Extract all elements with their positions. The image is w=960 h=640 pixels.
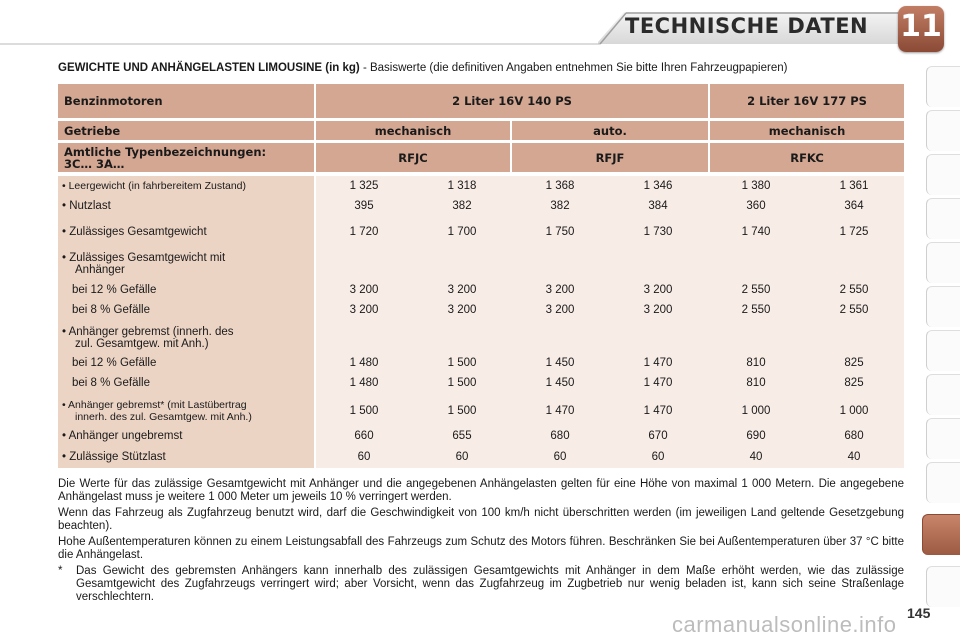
- row-label: bei 8 % Gefälle: [72, 377, 150, 389]
- table-cell: 810: [746, 377, 766, 389]
- row-label: • Nutzlast: [62, 200, 111, 212]
- table-cell: 825: [844, 377, 864, 389]
- gearbox-cell: mechanisch: [710, 121, 904, 140]
- table-cell: 60: [651, 451, 665, 463]
- chapter-badge: [898, 6, 944, 52]
- gearbox-cell: mechanisch: [316, 121, 510, 140]
- table-cell: 2 550: [741, 284, 771, 296]
- chapter-title: TECHNISCHE DATEN: [625, 14, 869, 38]
- table-cell: 1 380: [741, 180, 771, 192]
- table-cell: 1 480: [349, 377, 379, 389]
- row-label-continued: zul. Gesamtgew. mit Anh.): [75, 338, 209, 350]
- table-cell: 1 450: [545, 357, 575, 369]
- table-cell: 60: [455, 451, 469, 463]
- table-cell: 1 740: [741, 226, 771, 238]
- type-code: RFJF: [512, 143, 708, 172]
- table-cell: 655: [452, 430, 472, 442]
- table-cell: 1 700: [447, 226, 477, 238]
- row-label: bei 12 % Gefälle: [72, 284, 157, 296]
- chapter-tab[interactable]: [926, 242, 960, 283]
- table-cell: 2 550: [839, 284, 869, 296]
- engine-label: Benzinmotoren: [58, 84, 314, 118]
- table-cell: 2 550: [741, 304, 771, 316]
- table-cell: 810: [746, 357, 766, 369]
- table-cell: 1 325: [349, 180, 379, 192]
- table-cell: 395: [354, 200, 374, 212]
- type-code: RFKC: [710, 143, 904, 172]
- row-label: • Anhänger ungebremst: [62, 430, 183, 442]
- table-cell: 1 000: [839, 405, 869, 417]
- table-cell: 1 318: [447, 180, 477, 192]
- table-cell: 1 720: [349, 226, 379, 238]
- chapter-tab[interactable]: [926, 462, 960, 503]
- table-cell: 360: [746, 200, 766, 212]
- note-paragraph: Die Werte für das zulässige Gesamtgewicht mit Anhänger und die angegebenen Anhängelasten gelten für eine Höhe von maximal 1 000 Metern. Die angegebene Anhängelast muss je weitere 1 000 Meter um jeweils 10 % verringert werden.: [58, 478, 904, 503]
- table-cell: 680: [550, 430, 570, 442]
- table-header-gearbox: [58, 121, 904, 140]
- table-cell: 1 470: [643, 357, 673, 369]
- table-cell: 1 361: [839, 180, 869, 192]
- table-cell: 1 000: [741, 405, 771, 417]
- table-cell: 60: [357, 451, 371, 463]
- engine-a: 2 Liter 16V 140 PS: [316, 84, 708, 118]
- page-number: 145: [907, 605, 931, 621]
- table-cell: 1 480: [349, 357, 379, 369]
- table-cell: 3 200: [545, 304, 575, 316]
- section-heading: GEWICHTE UND ANHÄNGELASTEN LIMOUSINE (in kg): [58, 62, 360, 74]
- row-label-continued: Anhänger: [75, 264, 125, 276]
- row-label-continued: innerh. des zul. Gesamtgew. mit Anh.): [75, 411, 252, 423]
- chapter-tab[interactable]: [926, 374, 960, 415]
- type-code: RFJC: [316, 143, 510, 172]
- table-cell: 40: [749, 451, 763, 463]
- table-cell: 1 750: [545, 226, 575, 238]
- row-label: • Anhänger gebremst* (mit Lastübertrag: [62, 399, 247, 411]
- table-cell: 3 200: [643, 284, 673, 296]
- gearbox-label: Getriebe: [58, 121, 314, 140]
- gearbox-cell: auto.: [512, 121, 708, 140]
- row-label: • Zulässiges Gesamtgewicht: [62, 226, 207, 238]
- section-subtitle: [58, 62, 908, 74]
- row-label: • Zulässiges Gesamtgewicht mit: [62, 252, 226, 264]
- chapter-tab[interactable]: [926, 286, 960, 327]
- chapter-number: 11: [900, 9, 942, 44]
- section-note: - Basiswerte (die definitiven Angaben entnehmen Sie bitte Ihren Fahrzeugpapieren): [359, 62, 788, 74]
- row-label: • Leergewicht (in fahrbereitem Zustand): [62, 180, 247, 192]
- table-cell: 1 470: [545, 405, 575, 417]
- chapter-tab[interactable]: [926, 110, 960, 151]
- chapter-tab[interactable]: [926, 66, 960, 107]
- table-cell: 384: [648, 200, 668, 212]
- table-cell: 825: [844, 357, 864, 369]
- table-header-engines: [58, 84, 904, 118]
- row-label: bei 8 % Gefälle: [72, 304, 150, 316]
- note-paragraph: Wenn das Fahrzeug als Zugfahrzeug benutzt wird, darf die Geschwindigkeit von 100 km/h nicht überschritten werden (im jeweiligen Land geltende Gesetzgebung beachten).: [58, 507, 904, 532]
- table-cell: 1 346: [643, 180, 673, 192]
- table-label-column: [58, 176, 314, 468]
- table-cell: 2 550: [839, 304, 869, 316]
- table-cell: 3 200: [643, 304, 673, 316]
- type-label: [58, 143, 314, 172]
- table-cell: 1 500: [349, 405, 379, 417]
- table-cell: 690: [746, 430, 766, 442]
- table-cell: 3 200: [447, 284, 477, 296]
- notes: [58, 478, 904, 604]
- table-cell: 1 450: [545, 377, 575, 389]
- table-cell: 1 725: [839, 226, 869, 238]
- chapter-tab-active[interactable]: [922, 514, 960, 555]
- table-cell: 382: [452, 200, 472, 212]
- footnote: [58, 565, 904, 604]
- table-cell: 1 470: [643, 405, 673, 417]
- note-paragraph: Hohe Außentemperaturen können zu einem Leistungsabfall des Fahrzeugs zum Schutz des Motors führen. Beschränken Sie bei Außentemperaturen über 37 °C bitte die Anhängelast.: [58, 536, 904, 561]
- table-cell: 1 730: [643, 226, 673, 238]
- table-cell: 670: [648, 430, 668, 442]
- table-cell: 680: [844, 430, 864, 442]
- chapter-tab[interactable]: [926, 198, 960, 239]
- footnote-marker: *: [58, 565, 63, 577]
- chapter-tab-strip: [926, 66, 960, 626]
- chapter-tab[interactable]: [926, 418, 960, 459]
- footnote-text: Das Gewicht des gebremsten Anhängers kann innerhalb des zulässigen Gesamtgewichts mit Anhänger in dem Maße erhöht werden, wie das zulässige Gesamtgewicht des Zugfahrzeugs verringert wird; aber Vorsicht, wenn das Zugfahrzeug im Zugbetrieb nur wenig beladen ist, kann sich seine Straßenlage verschlechtern.: [76, 565, 904, 603]
- type-label-line2: 3C… 3A…: [64, 156, 125, 171]
- row-label: bei 12 % Gefälle: [72, 357, 157, 369]
- table-cell: 40: [847, 451, 861, 463]
- table-header-types: [58, 143, 904, 172]
- table-cell: 3 200: [349, 284, 379, 296]
- chapter-tab[interactable]: [926, 566, 960, 607]
- table-cell: 364: [844, 200, 864, 212]
- type-label-line1: Amtliche Typenbezeichnungen:: [64, 144, 267, 159]
- table-cell: 1 500: [447, 405, 477, 417]
- chapter-tab[interactable]: [926, 154, 960, 195]
- table-value-area: [316, 176, 904, 468]
- table-cell: 3 200: [545, 284, 575, 296]
- watermark: carmanualsonline.info: [672, 612, 897, 637]
- table-cell: 660: [354, 430, 374, 442]
- table-cell: 1 368: [545, 180, 575, 192]
- table-cell: 1 500: [447, 357, 477, 369]
- table-cell: 3 200: [349, 304, 379, 316]
- row-label: • Anhänger gebremst (innerh. des: [62, 326, 234, 338]
- chapter-tab[interactable]: [926, 330, 960, 371]
- table-cell: 382: [550, 200, 570, 212]
- table-cell: 1 500: [447, 377, 477, 389]
- table-cell: 3 200: [447, 304, 477, 316]
- row-label: • Zulässige Stützlast: [62, 451, 166, 463]
- table-cell: 1 470: [643, 377, 673, 389]
- table-cell: 60: [553, 451, 567, 463]
- engine-b: 2 Liter 16V 177 PS: [710, 84, 904, 118]
